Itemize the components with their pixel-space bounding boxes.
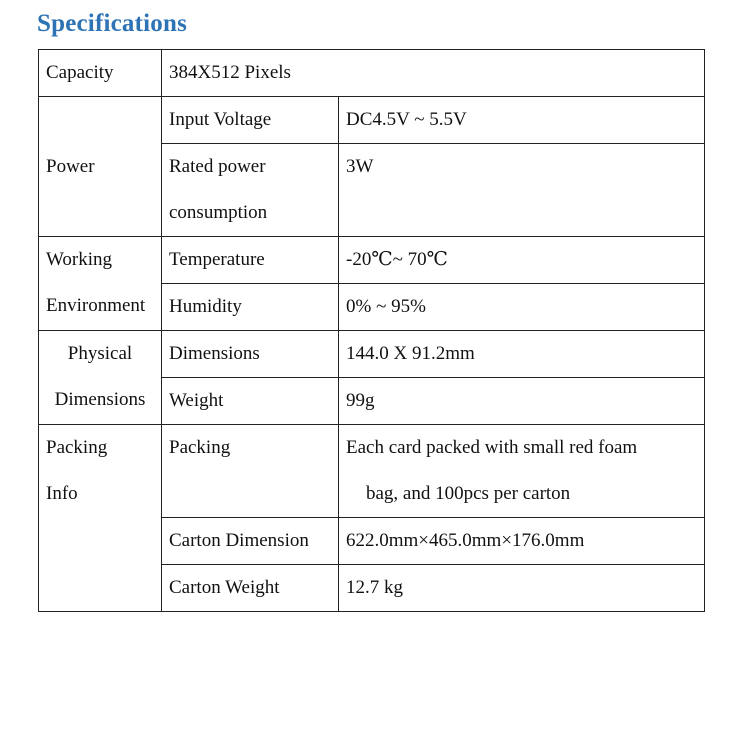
table-row-packing — [39, 425, 705, 518]
carton-weight-label: Carton Weight — [162, 565, 339, 612]
table-row-dimensions — [39, 331, 705, 378]
carton-dimension-value: 622.0mm×465.0mm×176.0mm — [339, 518, 705, 565]
humidity-label: Humidity — [162, 284, 339, 331]
page-title: Specifications — [37, 10, 188, 37]
packing-value-cell — [339, 425, 705, 518]
working-environment-label-line2: Environment — [46, 295, 146, 316]
capacity-value: 384X512 Pixels — [162, 50, 705, 97]
weight-label: Weight — [162, 378, 339, 425]
table-row-temperature — [39, 237, 705, 284]
dimensions-value: 144.0 X 91.2mm — [339, 331, 705, 378]
specifications-table — [38, 49, 705, 612]
physical-dimensions-label-line1: Physical — [67, 343, 133, 364]
temperature-label: Temperature — [162, 237, 339, 284]
humidity-value: 0% ~ 95% — [339, 284, 705, 331]
dimensions-label: Dimensions — [162, 331, 339, 378]
packing-value-line1: Each card packed with small red foam — [346, 437, 638, 458]
packing-value-line2: bag, and 100pcs per carton — [366, 483, 571, 504]
input-voltage-label: Input Voltage — [162, 97, 339, 144]
working-environment-label-line1: Working — [46, 249, 113, 270]
rated-power-label-line2: consumption — [169, 202, 268, 223]
rated-power-value: 3W — [339, 144, 705, 237]
working-environment-group-label — [39, 237, 162, 331]
input-voltage-value: DC4.5V ~ 5.5V — [339, 97, 705, 144]
physical-dimensions-group-label — [39, 331, 162, 425]
table-row-input-voltage — [39, 97, 705, 144]
weight-value: 99g — [339, 378, 705, 425]
power-group-label — [39, 97, 162, 237]
physical-dimensions-label-line2: Dimensions — [54, 389, 146, 410]
packing-info-label-line2: Info — [46, 483, 78, 504]
rated-power-label-line1: Rated power — [169, 156, 266, 177]
packing-info-group-label — [39, 425, 162, 612]
rated-power-label-cell — [162, 144, 339, 237]
power-label: Power — [46, 155, 95, 177]
temperature-value: -20℃~ 70℃ — [339, 237, 705, 284]
table-row-capacity — [39, 50, 705, 97]
capacity-label: Capacity — [39, 50, 162, 97]
carton-dimension-label: Carton Dimension — [162, 518, 339, 565]
packing-info-label-line1: Packing — [46, 437, 108, 458]
packing-label: Packing — [162, 425, 339, 518]
carton-weight-value: 12.7 kg — [339, 565, 705, 612]
